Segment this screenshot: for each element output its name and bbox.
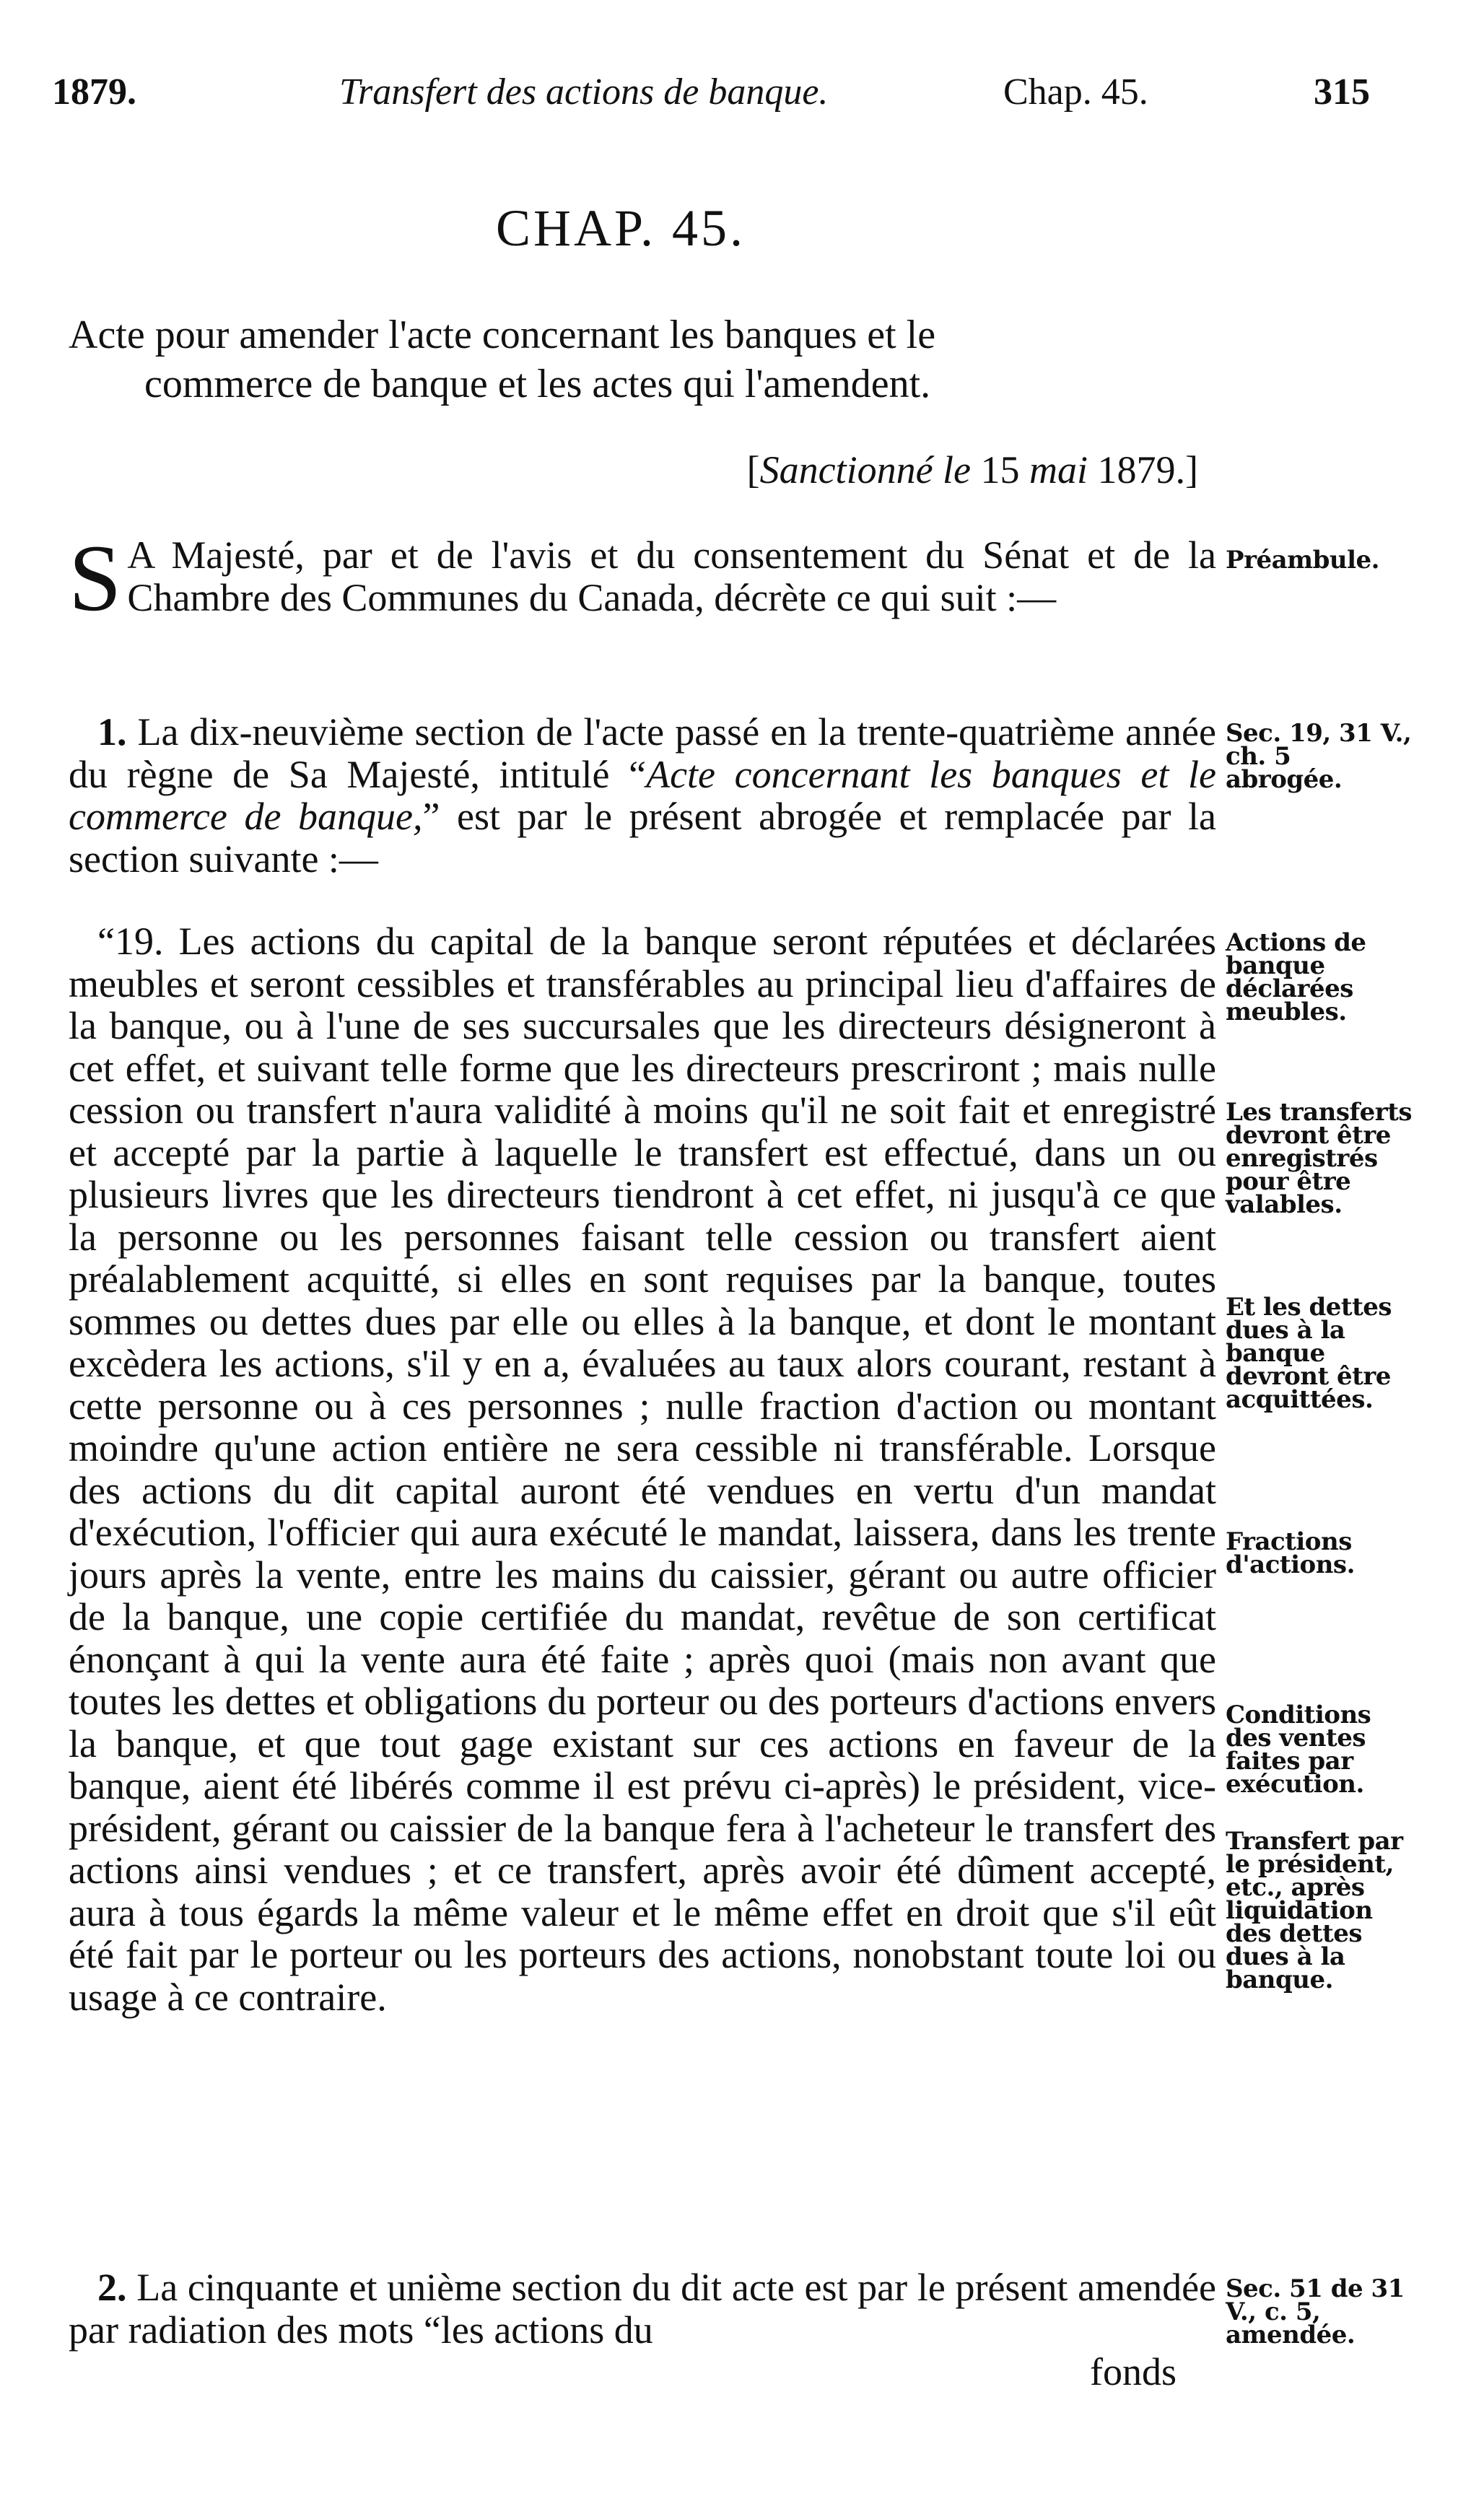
- margin-note-sec-51-amended: Sec. 51 de 31 V., c. 5, amendée.: [1226, 2274, 1405, 2349]
- section-1-text-before: La dix-neuvième section de l'acte passé en la trente-quatrième année du règne de Sa Majesté, intitulé “: [69, 710, 1216, 796]
- act-title-line-1: Acte pour amender l'acte concernant les banques et le: [69, 313, 936, 357]
- sanction-label: Sanctionné le: [759, 448, 972, 492]
- header-page-number: 315: [1314, 71, 1370, 113]
- section-1-number: 1.: [97, 710, 127, 754]
- section-2-text: La cinquante et unième section du dit acte est par le présent amendée par radiation des mots “les actions du: [69, 2266, 1216, 2352]
- section-2-number: 2.: [97, 2266, 127, 2309]
- header-year: 1879.: [52, 71, 136, 113]
- preamble-text: A Majesté, par et de l'avis et du consentement du Sénat et de la Chambre des Communes du Canada, décrète ce qui suit :—: [127, 533, 1216, 619]
- margin-note-shares-movable: Actions de banque déclarées meubles.: [1226, 928, 1366, 1026]
- preamble-paragraph: [69, 525, 1216, 631]
- section-2-paragraph: [69, 2266, 1216, 2351]
- margin-note-debts-paid: Et les dettes dues à la banque devront être acquittées.: [1226, 1293, 1392, 1414]
- section-19-paragraph: “19. Les actions du capital de la banque seront réputées et déclarées meubles et seront cessibles et transférables au principal lieu d'affaires de la banque, ou à l'une de ses succursales que les directeurs désigneront à cet effet, et suivant telle forme que les directeurs prescriront ; mais nulle cession ou transfert n'aura validité à moins qu'il ne soit fait et enregistré et accepté par la partie à laquelle le transfert est effectué, dans un ou plusieurs livres que les directeurs tiendront à cet effet, ni jusqu'à ce que la personne ou les personnes faisant telle cession ou transfert aient préalablement acquitté, si elles en sont requises par la banque, toutes sommes ou dettes dues par elle ou elles à la banque, et dont le montant excèdera les actions, s'il y en a, évaluées au taux alors courant, restant à cette personne ou à ces personnes ; nulle fraction d'action ou montant moindre qu'une action entière ne sera cessible ni transférable. Lorsque des actions du dit capital auront été vendues en vertu d'un mandat d'exécution, l'officier qui aura exécuté le mandat, laissera, dans les trente jours après la vente, entre les mains du caissier, gérant ou autre officier de la banque, une copie certifiée du mandat, revêtue de son certificat énonçant à qui la vente aura été faite ; après quoi (mais non avant que toutes les dettes et obligations du porteur ou des porteurs d'actions envers la banque, et que tout gage existant sur ces actions en faveur de la banque, aient été libérés comme il est prévu ci-après) le président, vice-président, gérant ou caissier de la banque fera à l'acheteur le transfert des actions ainsi vendues ; et ce transfert, après avoir été dûment accepté, aura à tous égards la même valeur et le même effet en droit que s'il eût été fait par le porteur ou les porteurs des actions, nonobstant toute loi ou usage à ce contraire.: [69, 920, 1216, 2019]
- section-1-act-name: Acte concernant les banques et le commerce de banque,: [69, 752, 1216, 838]
- sanction-day: 15: [971, 448, 1030, 492]
- act-title: [69, 310, 1216, 409]
- sanction-bracket: [: [746, 448, 760, 492]
- running-header: [43, 71, 1433, 121]
- header-chapter: Chap. 45.: [1003, 71, 1148, 113]
- margin-note-transfers-registered: Les transferts devront être enregistrés pour être valables.: [1226, 1098, 1413, 1219]
- drop-cap: S: [69, 525, 122, 631]
- margin-note-preamble: Préambule.: [1226, 546, 1379, 575]
- catchword: fonds: [1090, 2350, 1177, 2393]
- margin-note-sale-conditions: Conditions des ventes faites par exécution.: [1226, 1701, 1371, 1799]
- margin-note-transfer-by-president: Transfert par le président, etc., après liquidation des dettes dues à la banque.: [1226, 1827, 1403, 1994]
- sanction-month: mai: [1029, 448, 1088, 492]
- chapter-heading: CHAP. 45.: [495, 199, 746, 257]
- margin-note-sec-19-repealed: Sec. 19, 31 V., ch. 5 abrogée.: [1226, 719, 1412, 794]
- margin-note-fractions: Fractions d'actions.: [1226, 1527, 1355, 1579]
- section-1-text-after: ” est par le présent abrogée et remplacée par la section suivante :—: [69, 795, 1216, 881]
- act-title-line-2: commerce de banque et les actes qui l'amendent.: [144, 362, 931, 406]
- sanction-date: [628, 448, 1198, 492]
- sanction-year: 1879.]: [1088, 448, 1198, 492]
- section-1-paragraph: [69, 711, 1216, 880]
- header-running-title: Transfert des actions de banque.: [339, 71, 829, 113]
